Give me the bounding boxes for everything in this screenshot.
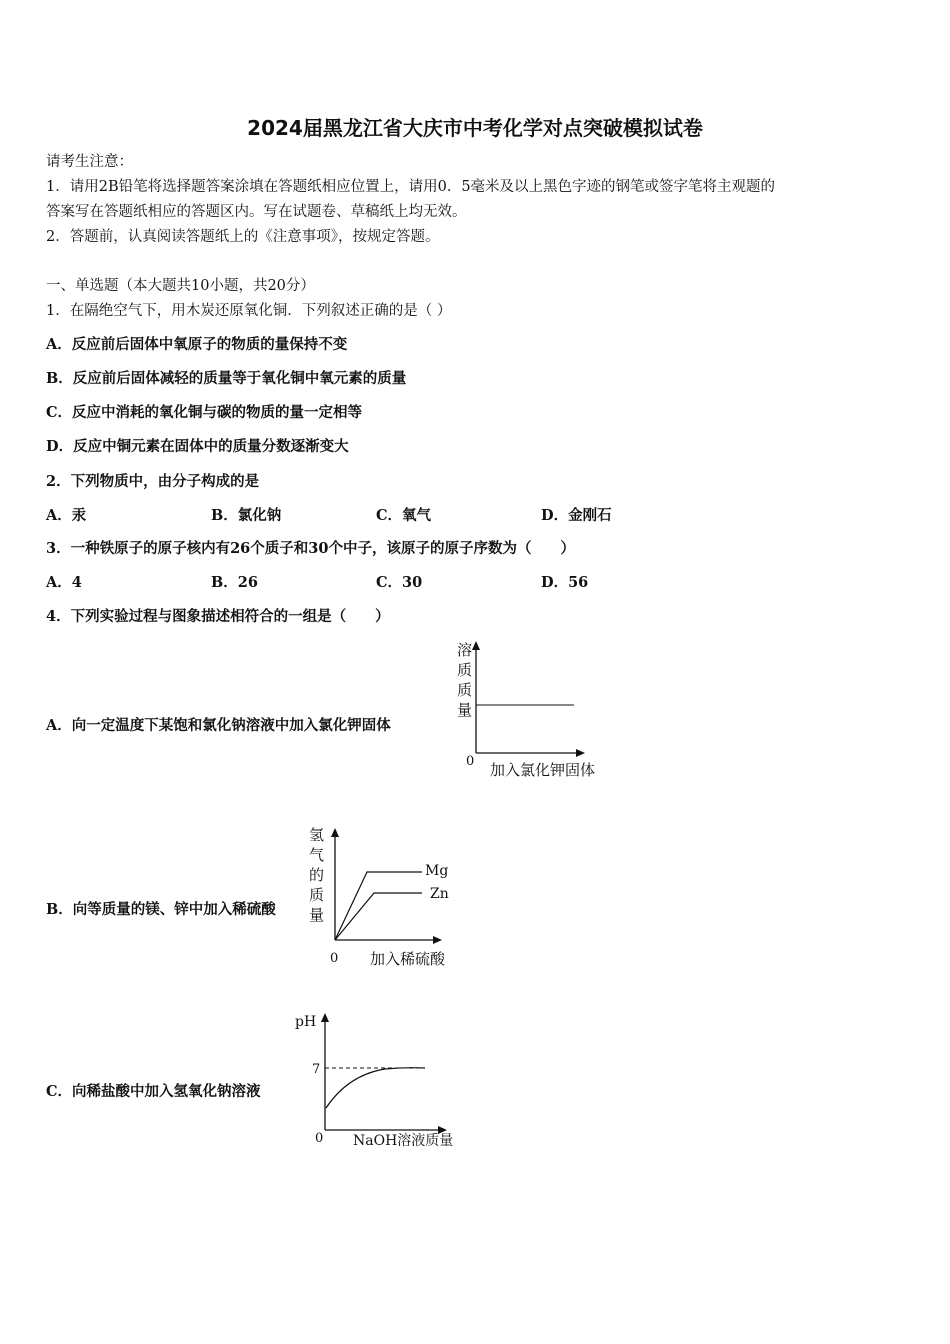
ylabel-char-4: 量	[457, 701, 473, 719]
q4-graph-a	[440, 635, 630, 785]
q1-option-a: A．反应前后固体中氧原子的物质的量保持不变	[46, 336, 348, 353]
x-axis-arrow	[433, 936, 442, 944]
xlabel: 加入氯化钾固体	[490, 761, 596, 779]
q1-option-c: C．反应中消耗的氧化铜与碳的物质的量一定相等	[46, 404, 363, 421]
ylabel-char-2: 质	[457, 661, 473, 679]
notice-line-1a: 1．请用2B铅笔将选择题答案涂填在答题纸相应位置上，请用0．5毫米及以上黑色字迹的钢笔或签字笔将主观题的	[46, 179, 776, 195]
ylabel-char-2: 气	[309, 846, 325, 864]
q4-graph-c	[290, 1005, 480, 1155]
y-axis-arrow	[472, 641, 480, 650]
q1-option-d: D．反应中铜元素在固体中的质量分数逐渐变大	[46, 438, 349, 455]
notice-heading: 请考生注意：	[46, 154, 133, 170]
ylabel: pH	[295, 1014, 317, 1030]
ylabel-char-1: 氢	[309, 826, 325, 844]
q2-stem: 2．下列物质中，由分子构成的是	[46, 473, 260, 490]
ylabel-char-1: 溶	[457, 641, 473, 659]
ylabel-char-3: 质	[457, 681, 473, 699]
q3-stem: 3．一种铁原子的原子核内有26个质子和30个中子，该原子的原子序数为（ ）	[46, 540, 575, 557]
tick-label: 7	[312, 1062, 321, 1077]
q4-option-c: C．向稀盐酸中加入氢氧化钠溶液	[46, 1083, 261, 1100]
series-zn-line	[335, 893, 422, 940]
xlabel: 加入稀硫酸	[370, 950, 446, 968]
xlabel: NaOH溶液质量	[353, 1133, 454, 1149]
q3-option-d: D．56	[541, 574, 589, 591]
y-axis-arrow	[321, 1013, 329, 1022]
x-axis-arrow	[576, 749, 585, 757]
q4-option-b: B．向等质量的镁、锌中加入稀硫酸	[46, 901, 276, 918]
page-title: 2024届黑龙江省大庆市中考化学对点突破模拟试卷	[247, 116, 703, 140]
q4-stem: 4．下列实验过程与图象描述相符合的一组是（ ）	[46, 608, 390, 625]
q2-option-c: C．氧气	[376, 507, 432, 524]
ph-curve	[326, 1068, 425, 1108]
q1-option-b: B．反应前后固体减轻的质量等于氧化铜中氧元素的质量	[46, 370, 407, 387]
q2-option-d: D．金刚石	[541, 507, 612, 524]
q2-option-b: B．氯化钠	[211, 507, 282, 524]
y-axis-arrow	[331, 828, 339, 837]
origin-label: 0	[466, 754, 475, 769]
section-heading: 一、单选题（本大题共10小题，共20分）	[46, 278, 315, 294]
q3-option-a: A．4	[46, 574, 82, 591]
origin-label: 0	[330, 951, 339, 966]
q1-stem: 1．在隔绝空气下，用木炭还原氧化铜．下列叙述正确的是（ ）	[46, 303, 452, 319]
q3-option-b: B．26	[211, 574, 258, 591]
q4-option-a: A．向一定温度下某饱和氯化钠溶液中加入氯化钾固体	[46, 717, 391, 734]
notice-line-1b: 答案写在答题纸相应的答题区内。写在试题卷、草稿纸上均无效。	[46, 204, 467, 220]
ylabel-char-4: 质	[309, 886, 325, 904]
notice-line-2: 2．答题前，认真阅读答题纸上的《注意事项》，按规定答题。	[46, 229, 440, 245]
q2-option-a: A．汞	[46, 507, 87, 524]
q4-graph-b	[300, 820, 470, 970]
ylabel-char-3: 的	[309, 866, 325, 884]
series-mg-label: Mg	[425, 863, 449, 879]
origin-label: 0	[315, 1131, 324, 1146]
series-mg-line	[335, 872, 422, 940]
q3-option-c: C．30	[376, 574, 423, 591]
ylabel-char-5: 量	[309, 906, 325, 924]
series-zn-label: Zn	[430, 886, 449, 902]
